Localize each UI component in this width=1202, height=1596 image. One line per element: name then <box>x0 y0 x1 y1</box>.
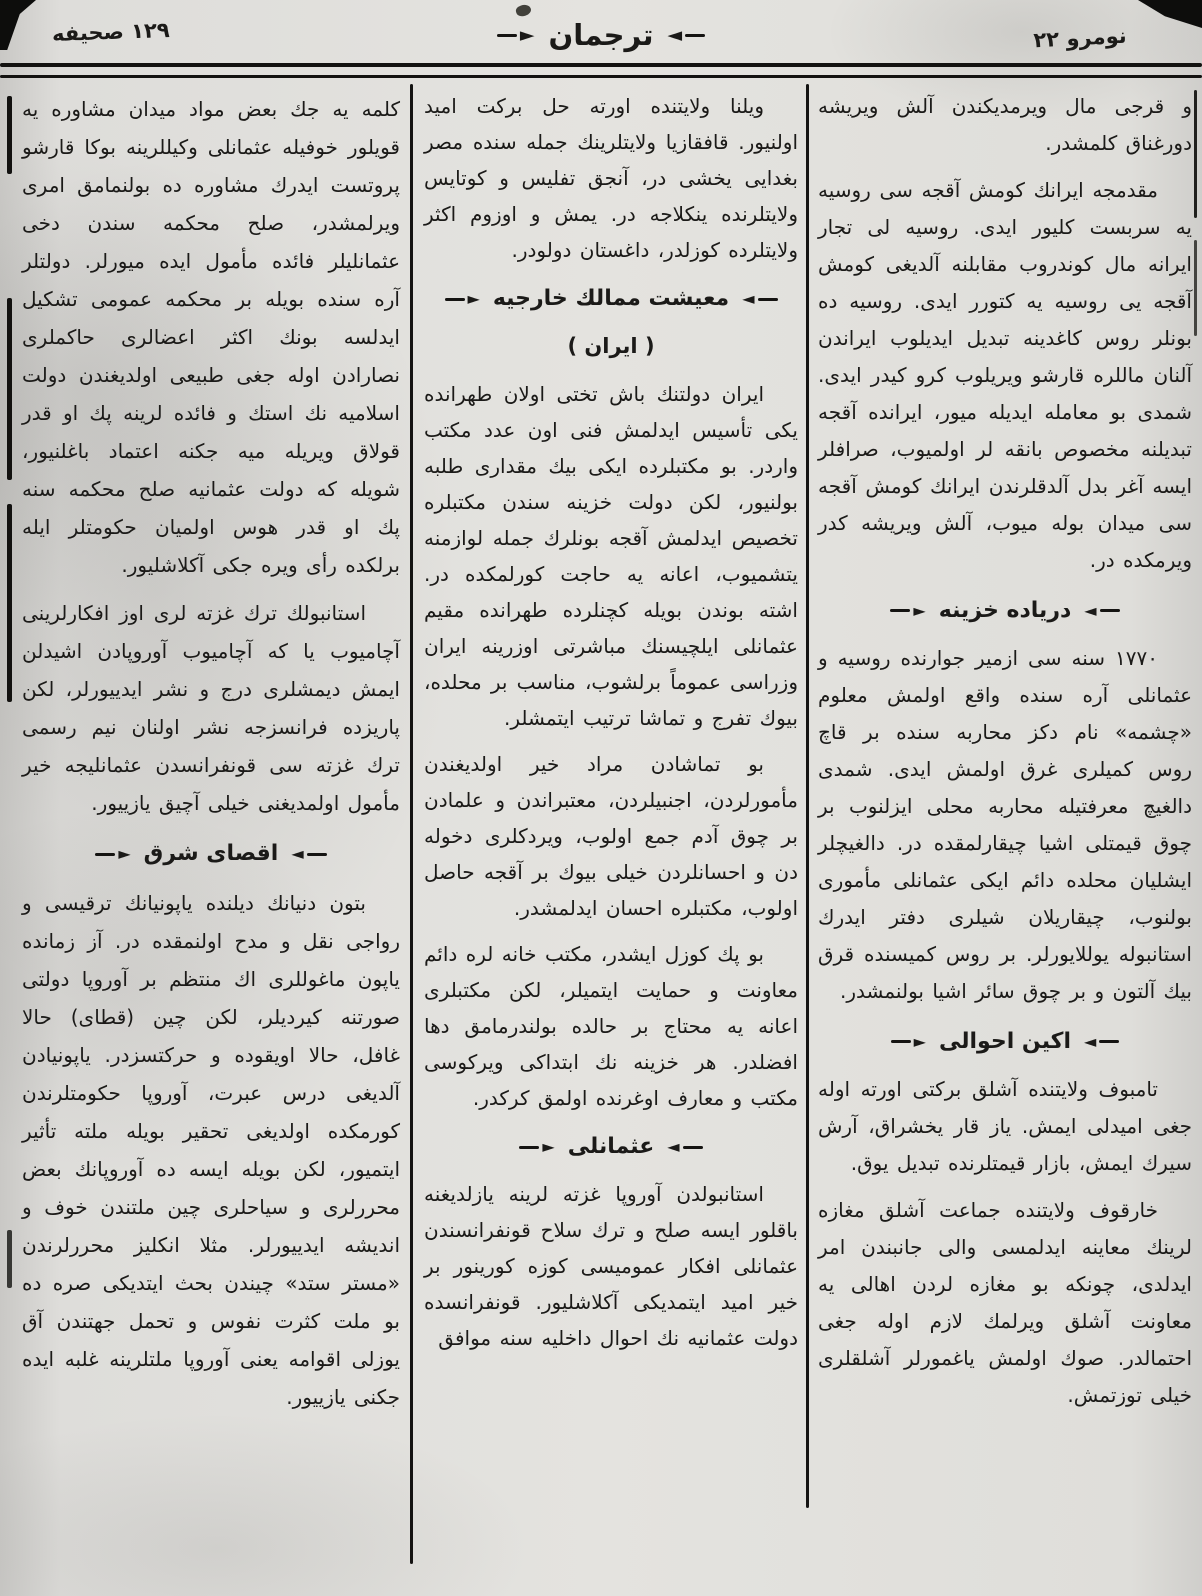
section-heading <box>818 1023 1192 1060</box>
ornament-left-icon: ► <box>497 26 535 45</box>
section-heading <box>424 281 798 317</box>
article-paragraph: ويلنا ولايتنده اورته حل بركت اميد اولنيور. قافقازيا ولايتلرينك جمله سنده مصر بغدايى يخشى در، آنجق تفليس و كوتايس ولايتلرنده ينكلاجه در. يمش و اوزوم اكثر ولايتلرده كوزلدر، داغستان دولودر. <box>424 94 798 262</box>
sub-section-title: ( ايران ) <box>567 334 655 358</box>
column-right <box>818 88 1192 1424</box>
article-paragraph: كلمه يه جك بعض مواد ميدان مشاوره يه قويلور خوفيله عثمانلى وكيللرينه بوكا قارشو پروتست ايدرك مشاوره ده بولنمامق امرى ويرلمشدر، صلح محكمه سندن دخى عثمانليلر فائده مأمول ايده ميورلر. دولتلر آره سنده بويله بر محكمه عمومى تشكيل ايدلسه بونك اكثر اعضالرى حاكملرى نصارادن اوله جغى طبيعى اولديغندن دولت اسلاميه نك استك و فائده لرينه پك او قدر قولاق ويريله ميه جكنه اعتماد باغلنيور، شويله كه دولت عثمانيه صلح محكمه سنه پك او قدر هوس اولميان حكومتلر ايله برلكده رأى ويره جكى آكلاشليور. <box>22 97 400 577</box>
section-heading <box>424 1129 798 1165</box>
scan-artifact <box>7 1230 12 1288</box>
article-paragraph: استانبولدن آوروپا غزته لرينه يازلديغنه باقلور ايسه صلح و ترك سلاح قونفرانسندن عثمانلى افكار عموميسى كوزه كورينور بر خير اميد ايتمديكى آكلاشليور. قونفرانسده دولت عثمانيه نك احوال داخليه سنه موافق <box>424 1182 798 1350</box>
ornament-left-icon: ► <box>891 1034 926 1050</box>
column-divider <box>410 84 413 1564</box>
ornament-left-icon: ► <box>95 846 130 862</box>
article-paragraph: مقدمجه ايرانك كومش آقجه سى روسيه يه سربست كليور ايدى. روسيه لى تجار ايرانه مال كوندروب مقابلنه آلديغى كومش آقجه يى روسيه يه كتورر ايدى. روسيه ده بونلر روس كاغدينه تبديل ايديلوب ايراندن آلنان ماللره قارشو ويريلوب كرو كيدر ايدى. شمدى بو معامله ايديله ميور، ايرانده آقجه تبديلنه مخصوص بانقه لر اولميوب، صرافلر ايسه آغر بدل آلدقلرندن ايرانك كومش آقجه سى ميدان بوله ميوب، آلش ويريشه كدر ويرمكده در. <box>818 178 1192 572</box>
article-paragraph: تامبوف ولايتنده آشلق بركتى اورته اوله جغى اميدلى ايمش. ياز قار يخشراق، آرش سيرك ايمش، بازار قيمتلرنده تبديل يوق. <box>818 1077 1192 1175</box>
ornament-right-icon: ◄ <box>667 1139 702 1155</box>
ornament-left-icon: ► <box>445 291 480 307</box>
ornament-right-icon: ◄ <box>1084 603 1119 619</box>
scan-artifact <box>515 3 533 18</box>
column-left <box>22 90 400 1426</box>
ornament-right-icon: ◄ <box>667 26 705 45</box>
issue-number: نومرو ٢٢ <box>1032 23 1128 53</box>
ornament-left-icon: ► <box>890 603 925 619</box>
ornament-left-icon: ► <box>519 1139 554 1155</box>
article-paragraph: ١٧٧٠ سنه سى ازمير جوارنده روسيه و عثمانلى آره سنده واقع اولمش معلوم «چشمه» نام دكز محاربه سنده بر قاچ روس كميلرى غرق اولمش ايدى. شمدى دالغيچ معرفتيله محاربه محلى ايزلنوب بر چوق قيمتلى اشيا چيقارلمقده در. دالغيچلر ايشليان محلده دائم ايكى عثمانلى مأمورى بولنوب، چيقاريلان شيلرى دفتر ايدرك استانبوله يوللايورلر. بر روس كميسنده قرق بيك آلتون و بر چوق سائر اشيا بولنمشدر. <box>818 646 1192 1003</box>
ornament-right-icon: ◄ <box>291 846 326 862</box>
ornament-right-icon: ◄ <box>742 291 777 307</box>
scan-artifact <box>7 96 12 174</box>
section-title: اقصاى شرق <box>143 841 279 866</box>
scan-artifact <box>1194 240 1197 336</box>
scan-artifact <box>7 298 12 480</box>
section-title: عثمانلى <box>567 1134 655 1159</box>
article-paragraph: خارقوف ولايتنده جماعت آشلق مغازه لرينك معاينه ايدلمسى والى جانبندن امر ايدلدى، چونكه بو مغازه لردن اهالى يه معاونت آشلق ويرلمك لازم اوله جغى احتمالدر. صوك اولمش ياغمورلر آشلقلرى خيلى توزتمش. <box>818 1198 1192 1407</box>
section-title: معيشت ممالك خارجيه <box>492 286 730 311</box>
article-paragraph: و قرجى مال ويرمديكندن آلش ويريشه دورغناق كلمشدر. <box>818 94 1192 155</box>
newspaper-title: ترجمان <box>548 18 654 52</box>
section-title: اكين احوالى <box>938 1029 1072 1054</box>
article-paragraph: بو پك كوزل ايشدر، مكتب خانه لره دائم معاونت و حمايت ايتميلر، لكن مكتبلرى اعانه يه محتاج بر حالده بولندرمامق دها افضلدر. هر خزينه نك ابتداكى ويركوسى مكتب و معارف اوغرنده اولمق كركدر. <box>424 942 798 1110</box>
scan-artifact <box>7 504 12 702</box>
header-rule <box>0 63 1202 67</box>
scan-artifact <box>1194 90 1197 218</box>
column-middle <box>424 88 798 1366</box>
article-paragraph: بتون دنيانك ديلنده ياپونيانك ترقيسى و رواجى نقل و مدح اولنمقده در. آز زمانده ياپون ماغوللرى اك منتظم بر آوروپا دولتى صورتنه كيرديلر، لكن چين (قطاى) حالا غافل، حالا اويقوده و حركتسزدر. ياپونيادن آلديغى درس عبرت، آوروپا حكومتلرندن كورمكده اولديغى تحقير بويله ملته تأثير ايتميور، لكن بويله ايسه ده آوروپانك بعض محررلرى و سياحلرى چين ملتندن خوف و انديشه ايدييورلر. مثلا انكليز محررلرندن «مستر ستد» چيندن بحث ايتديكى صره ده بو ملت كثرت نفوس و تحمل جهتندن آق يوزلى اقوامه يعنى آوروپا ملتلرينه غلبه ايده جكنى يازييور. <box>22 891 400 1409</box>
section-heading <box>818 592 1192 629</box>
header-rule <box>0 75 1202 78</box>
page-number: ١٢٩ صحيفه <box>51 17 171 47</box>
article-paragraph: بو تماشادن مراد خير اولديغندن مأمورلردن، اجنبيلردن، معتبراندن و علمادن بر چوق آدم جمع اولوب، ويردكلرى دخوله دن و احسانلردن خيلى بيوك بر آقجه حاصل اولوب، مكتبلره احسان ايدلمشدر. <box>424 752 798 920</box>
section-heading <box>22 835 400 873</box>
article-paragraph: ايران دولتنك باش تختى اولان طهرانده يكى تأسيس ايدلمش فنى اون عدد مكتب واردر. بو مكتبلرده ايكى بيك مقدارى طلبه بولنيور، لكن دولت خزينه سندن مكتبلره تخصيص ايدلمش آقجه بونلرك جمله لوازمنه يتشميوب، اعانه يه حاجت كورلمكده در. اشته بوندن بويله كچنلرده طهرانده مقيم عثمانلى ايلچيسنك مباشرتى اوزرينه ايران وزراسى عموماً برلشوب، مناسب بر محلده، بيوك تفرج و تماشا ترتيب ايتمشلر. <box>424 382 798 730</box>
ornament-right-icon: ◄ <box>1084 1034 1119 1050</box>
column-divider <box>806 84 809 1508</box>
article-paragraph: استانبولك ترك غزته لرى اوز افكارلرينى آچاميوب يا كه آچاميوب آوروپادن اشيدلن ايمش ديمشلرى درج و نشر ايدييورلر، لكن پاريزده فرانسزجه نشر اولنان نيم رسمى ترك غزته سى قونفرانسدن عثمانليجه خير مأمول اولمديغنى خيلى آچيق يازييور. <box>22 601 400 815</box>
section-title: درياده خزينه <box>938 598 1072 623</box>
